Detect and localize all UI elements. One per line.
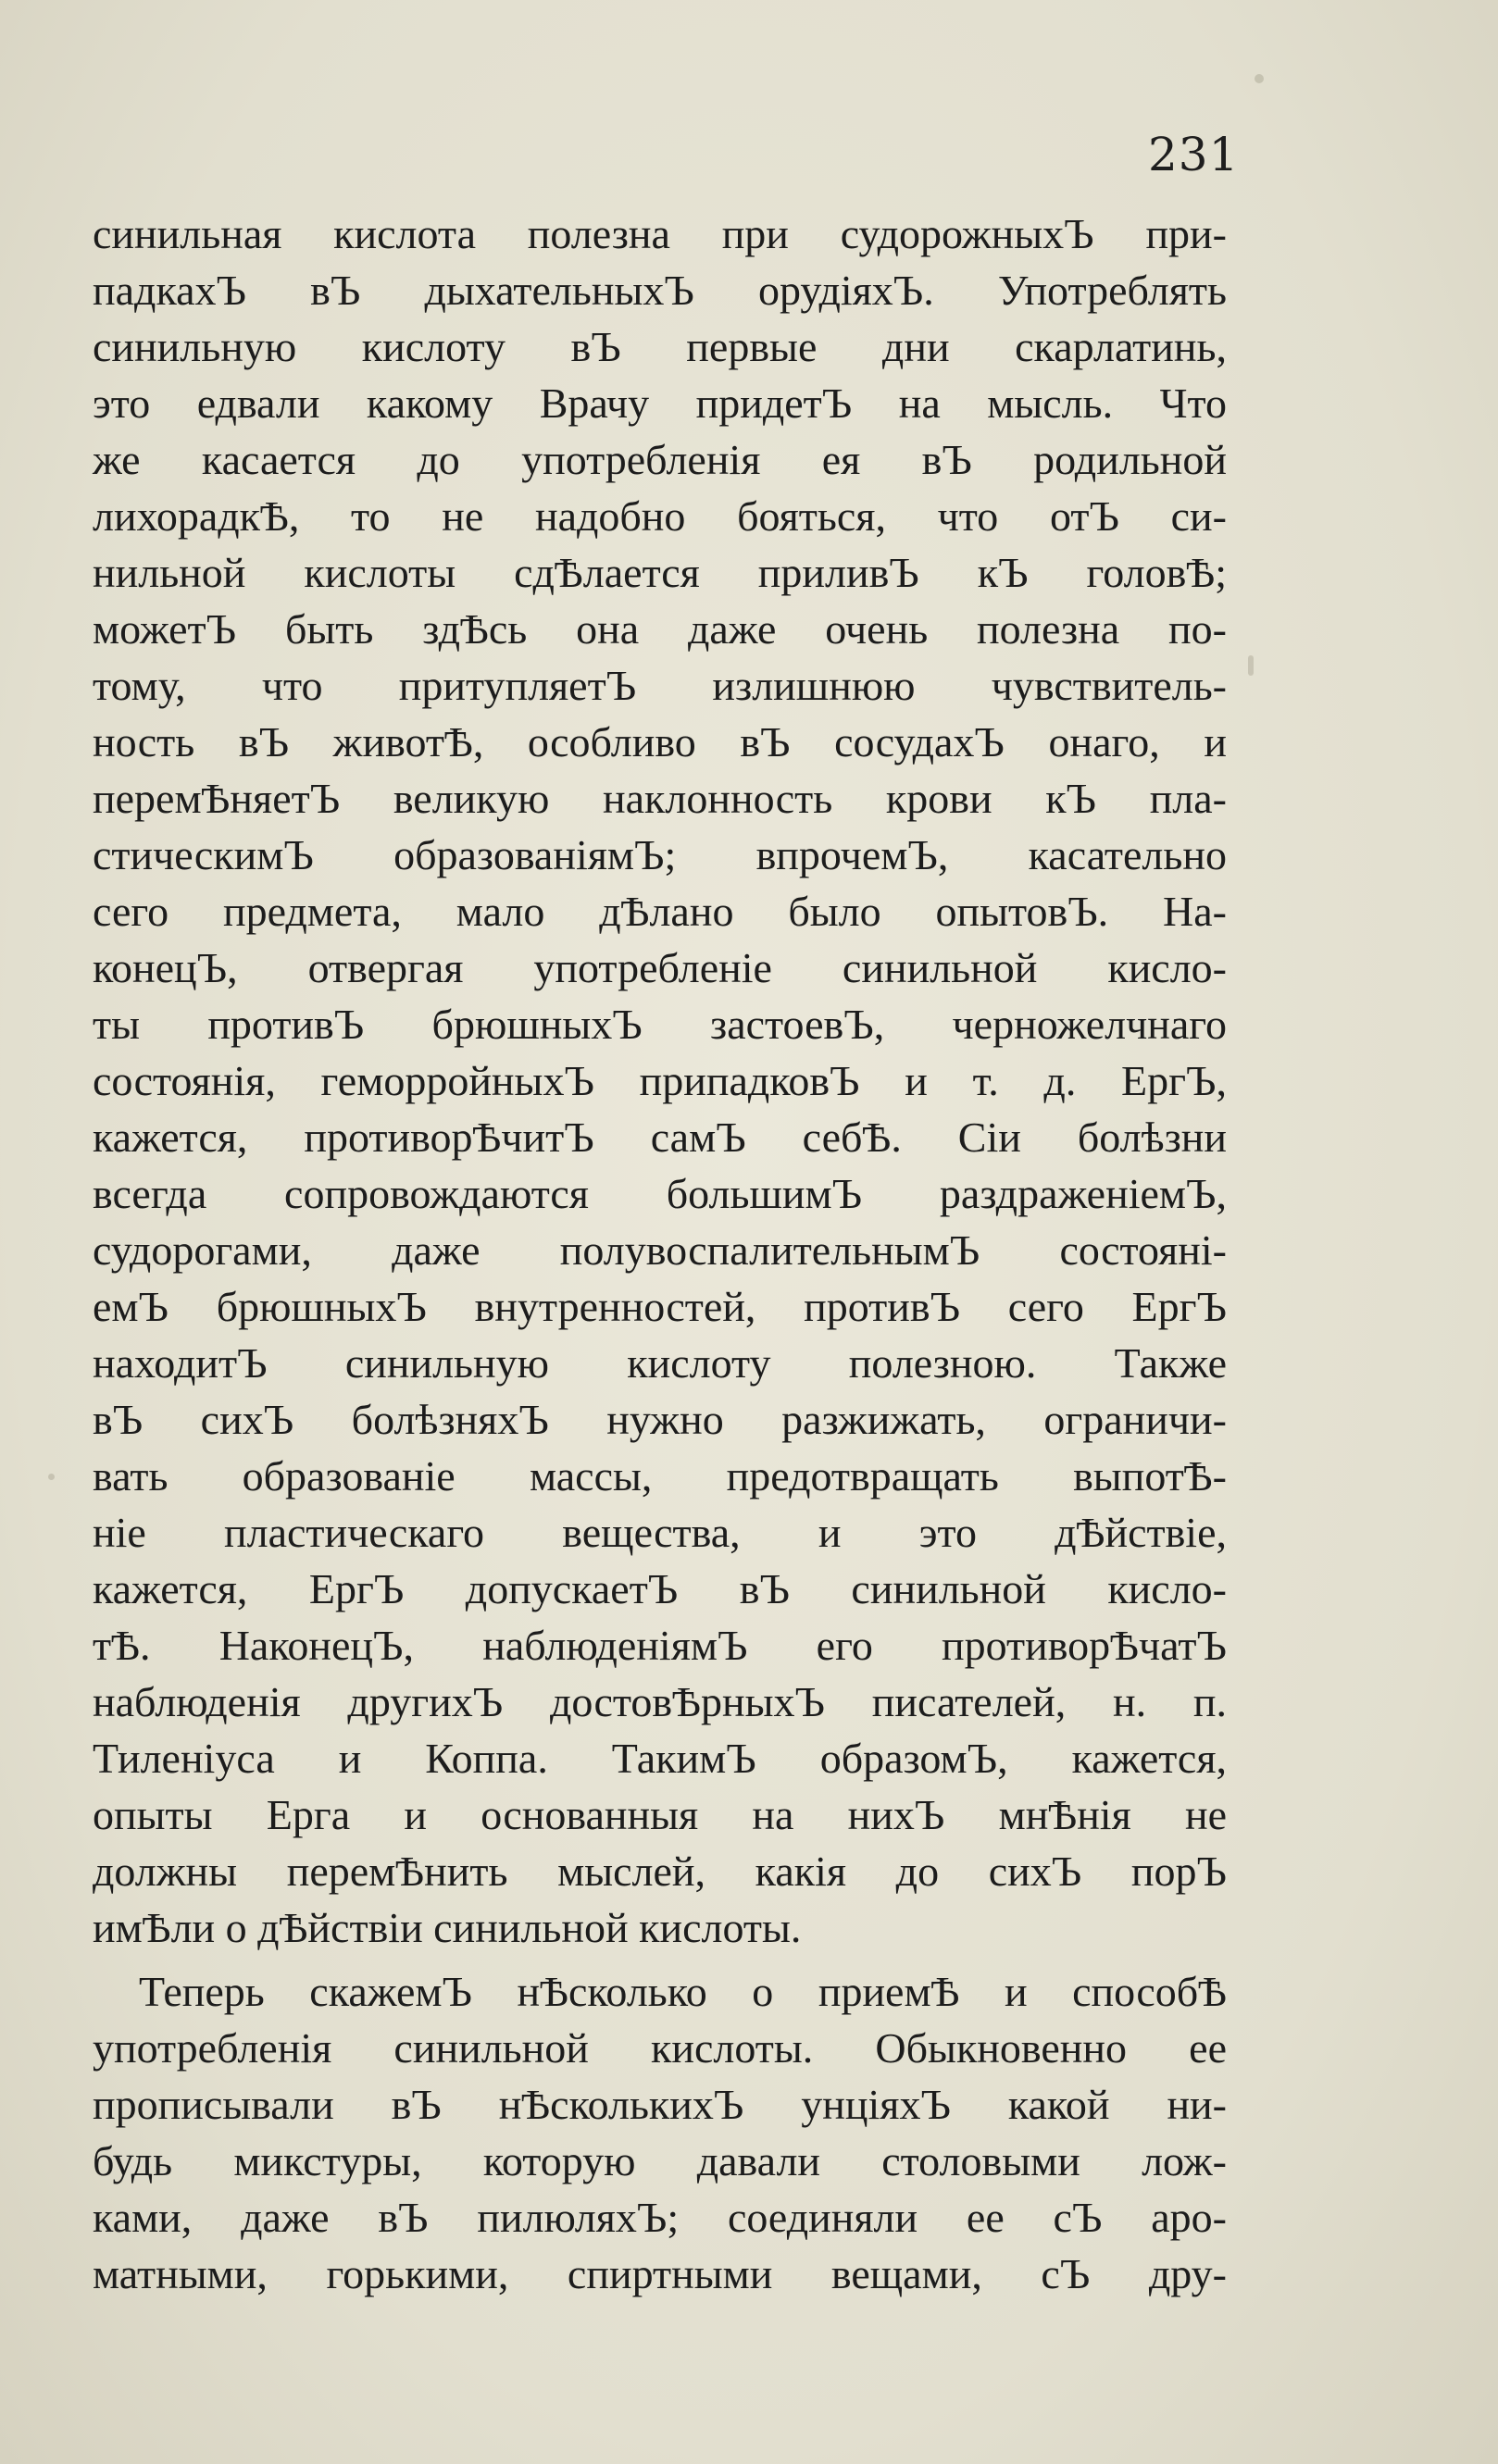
text-line: конецЪ, отвергая употребленіе синильной кисло-: [93, 944, 1227, 991]
text-line: матными, горькими, спиртными вещами, сЪ дру-: [93, 2250, 1227, 2297]
text-line: перемѢняетЪ великую наклонность крови кЪ пла-: [93, 775, 1227, 822]
text-line: тѢ. НаконецЪ, наблюденіямЪ его противорѢчатЪ: [93, 1622, 1227, 1669]
text-line: всегда сопровождаются большимЪ раздраженіемЪ,: [93, 1170, 1227, 1217]
text-line: это едвали какому Врачу придетЪ на мысль. Что: [93, 380, 1227, 427]
text-line: падкахЪ вЪ дыхательныхЪ орудіяхЪ. Употреблять: [93, 267, 1227, 314]
ink-speck: [1248, 655, 1254, 676]
ink-speck: [1255, 74, 1264, 83]
text-line: кажется, противорѢчитЪ самЪ себѢ. Сіи болѣзни: [93, 1114, 1227, 1161]
text-line: опыты Ерга и основанныя на нихЪ мнѢнія не: [93, 1791, 1227, 1838]
text-line: наблюденія другихЪ достовѢрныхЪ писателей, н. п.: [93, 1678, 1227, 1725]
text-line: стическимЪ образованіямЪ; впрочемЪ, касательно: [93, 831, 1227, 878]
text-line: лихорадкѢ, то не надобно бояться, что отЪ си-: [93, 492, 1227, 540]
paragraph-1: [93, 205, 1227, 1956]
text-line: же касается до употребленія ея вЪ родильной: [93, 436, 1227, 483]
text-line: Теперь скажемЪ нѢсколько о приемѢ и способѢ: [139, 1968, 1227, 2015]
text-line: ками, даже вЪ пилюляхЪ; соединяли ее сЪ аро-: [93, 2194, 1227, 2241]
text-line: нильной кислоты сдѢлается приливЪ кЪ головѢ;: [93, 549, 1227, 596]
text-line: судорогами, даже полувоспалительнымЪ состояні-: [93, 1226, 1227, 1274]
text-line: синильная кислота полезна при судорожныхЪ при-: [93, 210, 1227, 257]
text-line: емЪ брюшныхЪ внутренностей, противЪ сего ЕргЪ: [93, 1283, 1227, 1330]
text-line: синильную кислоту вЪ первые дни скарлатинь,: [93, 323, 1227, 370]
text-line: Тиленіуса и Коппа. ТакимЪ образомЪ, кажется,: [93, 1735, 1227, 1782]
text-line: находитЪ синильную кислоту полезною. Также: [93, 1339, 1227, 1387]
text-line: кажется, ЕргЪ допускаетЪ вЪ синильной кисло-: [93, 1565, 1227, 1612]
text-line: ніе пластическаго вещества, и это дѢйствіе,: [93, 1509, 1227, 1556]
page-number: 231: [1148, 128, 1240, 181]
paragraph-2: [93, 1963, 1227, 2302]
ink-speck: [48, 1474, 55, 1480]
text-line: сего предмета, мало дѢлано было опытовЪ. На-: [93, 888, 1227, 935]
text-line: должны перемѢнить мыслей, какія до сихЪ порЪ: [93, 1848, 1227, 1895]
text-line: вЪ сихЪ болѣзняхЪ нужно разжижать, ограничи-: [93, 1396, 1227, 1443]
text-line: имѢли о дѢйствіи синильной кислоты.: [93, 1904, 802, 1951]
text-line: ты противЪ брюшныхЪ застоевЪ, черножелчнаго: [93, 1001, 1227, 1048]
text-line: прописывали вЪ нѢсколькихЪ унціяхЪ какой ни-: [93, 2081, 1227, 2128]
body-text: [93, 205, 1227, 2302]
text-line: употребленія синильной кислоты. Обыкновенно ее: [93, 2024, 1227, 2072]
text-line: ность вЪ животѢ, особливо вЪ сосудахЪ онаго, и: [93, 718, 1227, 765]
text-line: тому, что притупляетЪ излишнюю чувствитель-: [93, 662, 1227, 709]
text-line: состоянія, геморройныхЪ припадковЪ и т. д. ЕргЪ,: [93, 1057, 1227, 1104]
text-line: вать образованіе массы, предотвращать выпотѢ-: [93, 1452, 1227, 1500]
text-line: будь микстуры, которую давали столовыми лож-: [93, 2137, 1227, 2184]
text-line: можетЪ быть здѢсь она даже очень полезна по-: [93, 605, 1227, 653]
